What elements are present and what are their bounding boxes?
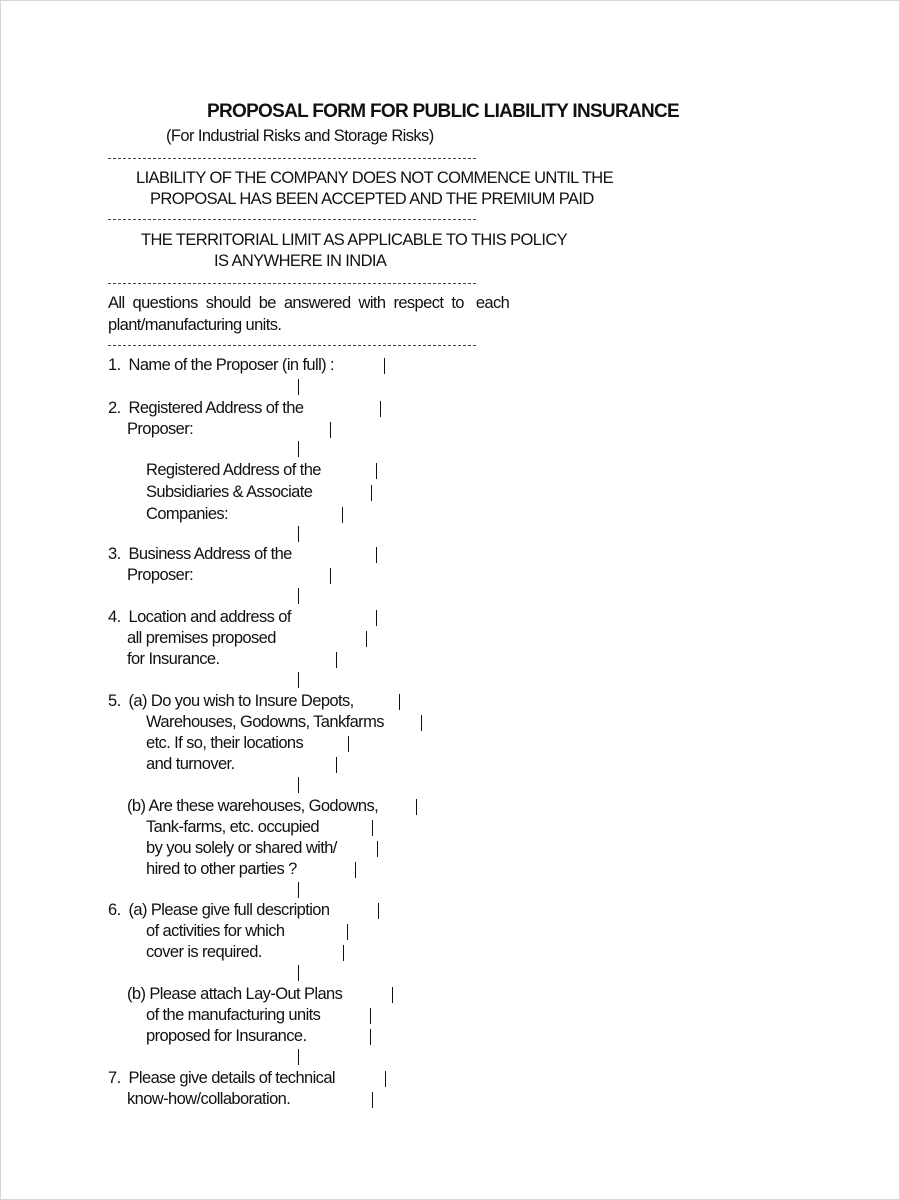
question-5b-label: Tank-farms, etc. occupied (146, 818, 319, 836)
answer-field-separator (348, 736, 349, 752)
question-6a-label: of activities for which (146, 922, 285, 940)
answer-field-separator (385, 1071, 386, 1087)
question-4-label: for Insurance. (127, 650, 220, 668)
answer-field-separator (298, 672, 299, 688)
answer-field-separator (298, 379, 299, 395)
question-7-label: know-how/collaboration. (127, 1090, 291, 1108)
question-6b-label: (b) Please attach Lay-Out Plans (127, 985, 343, 1003)
question-2b-label: Registered Address of the (146, 461, 321, 479)
answer-field-separator (378, 903, 379, 919)
question-2b-label: Subsidiaries & Associate (146, 483, 313, 501)
answer-field-separator (371, 485, 372, 501)
answer-field-separator (298, 777, 299, 793)
answer-field-separator (347, 924, 348, 940)
question-2-label: Proposer: (127, 420, 194, 438)
answer-field-separator (416, 799, 417, 815)
instructions-line: plant/manufacturing units. (108, 316, 282, 334)
answer-field-separator (336, 652, 337, 668)
answer-field-separator (376, 463, 377, 479)
territorial-notice-line: IS ANYWHERE IN INDIA (214, 252, 387, 270)
question-2b-label: Companies: (146, 505, 229, 523)
answer-field-separator (330, 422, 331, 438)
question-5b-label: by you solely or shared with/ (146, 839, 337, 857)
divider (108, 158, 476, 159)
question-5a-label: etc. If so, their locations (146, 734, 304, 752)
question-6a-label: cover is required. (146, 943, 262, 961)
answer-field-separator (380, 401, 381, 417)
question-1-label: 1. Name of the Proposer (in full) : (108, 356, 335, 374)
question-4-label: all premises proposed (127, 629, 276, 647)
form-subtitle: (For Industrial Risks and Storage Risks) (166, 127, 434, 145)
question-4-label: 4. Location and address of (108, 608, 291, 626)
question-3-label: 3. Business Address of the (108, 545, 292, 563)
answer-field-separator (330, 568, 331, 584)
question-5a-label: and turnover. (146, 755, 235, 773)
answer-field-separator (384, 358, 385, 374)
question-5b-label: hired to other parties ? (146, 860, 297, 878)
divider (108, 283, 476, 284)
instructions-line: All questions should be answered with respect to each (108, 294, 510, 312)
answer-field-separator (372, 820, 373, 836)
territorial-notice-line: THE TERRITORIAL LIMIT AS APPLICABLE TO THIS POLICY (141, 231, 568, 249)
answer-field-separator (421, 715, 422, 731)
liability-notice-line: PROPOSAL HAS BEEN ACCEPTED AND THE PREMIUM PAID (150, 190, 594, 208)
answer-field-separator (399, 694, 400, 710)
answer-field-separator (370, 1008, 371, 1024)
answer-field-separator (298, 965, 299, 981)
answer-field-separator (343, 945, 344, 961)
answer-field-separator (298, 882, 299, 898)
answer-field-separator (298, 588, 299, 604)
question-5a-label: 5. (a) Do you wish to Insure Depots, (108, 692, 354, 710)
answer-field-separator (298, 526, 299, 542)
answer-field-separator (355, 862, 356, 878)
question-2-label: 2. Registered Address of the (108, 399, 304, 417)
answer-field-separator (370, 1029, 371, 1045)
question-5a-label: Warehouses, Godowns, Tankfarms (146, 713, 384, 731)
answer-field-separator (377, 841, 378, 857)
divider (108, 219, 476, 220)
form-title: PROPOSAL FORM FOR PUBLIC LIABILITY INSURANCE (207, 101, 680, 122)
divider (108, 345, 476, 346)
answer-field-separator (376, 610, 377, 626)
answer-field-separator (376, 547, 377, 563)
question-6b-label: proposed for Insurance. (146, 1027, 307, 1045)
question-7-label: 7. Please give details of technical (108, 1069, 335, 1087)
answer-field-separator (366, 631, 367, 647)
answer-field-separator (392, 987, 393, 1003)
answer-field-separator (298, 441, 299, 457)
answer-field-separator (342, 507, 343, 523)
answer-field-separator (336, 757, 337, 773)
liability-notice-line: LIABILITY OF THE COMPANY DOES NOT COMMENCE UNTIL THE (136, 169, 614, 187)
question-5b-label: (b) Are these warehouses, Godowns, (127, 797, 379, 815)
question-6b-label: of the manufacturing units (146, 1006, 321, 1024)
answer-field-separator (298, 1049, 299, 1065)
question-3-label: Proposer: (127, 566, 194, 584)
question-6a-label: 6. (a) Please give full description (108, 901, 330, 919)
answer-field-separator (372, 1092, 373, 1108)
